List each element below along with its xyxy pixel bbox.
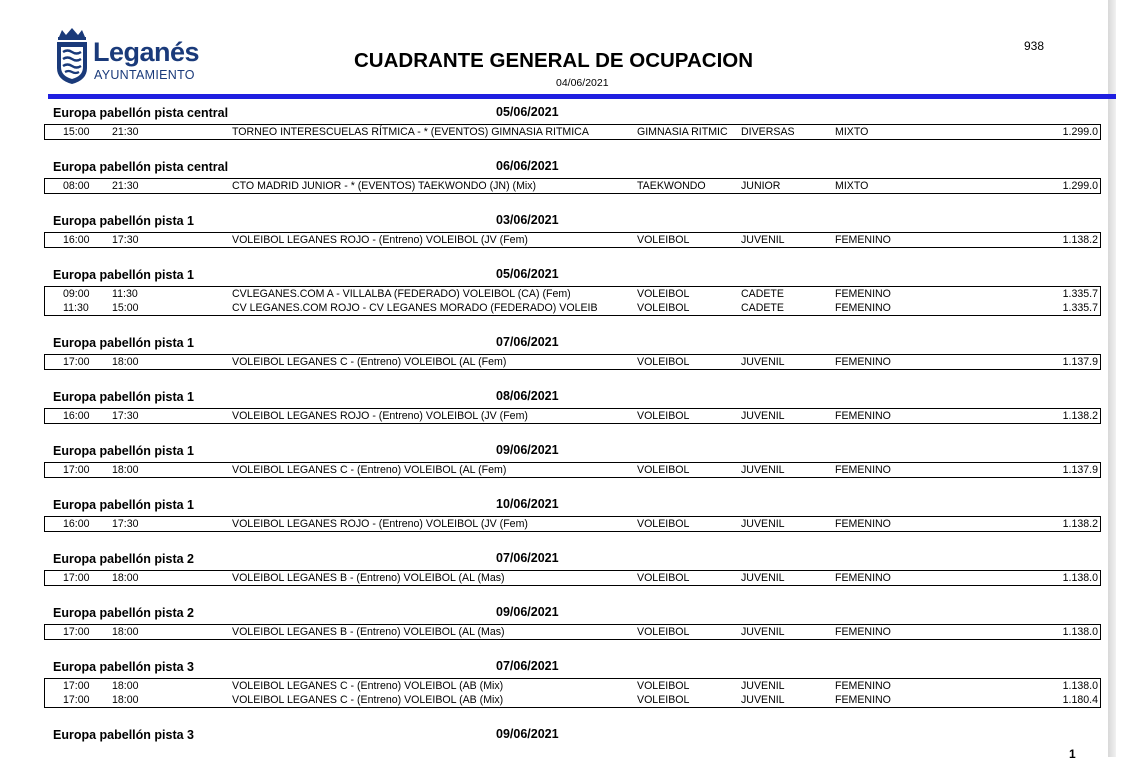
- end-time: 18:00: [112, 626, 139, 638]
- schedule-group: [0, 329, 1108, 383]
- venue-name: Europa pabellón pista 1: [53, 444, 194, 458]
- sport: VOLEIBOL: [637, 410, 690, 422]
- category: DIVERSAS: [741, 126, 795, 138]
- table-row: [45, 517, 1100, 531]
- group-date: 09/06/2021: [496, 605, 559, 619]
- table-row: [45, 409, 1100, 423]
- amount: 1.335.7: [1062, 302, 1098, 314]
- gender: FEMENINO: [835, 694, 891, 706]
- venue-name: Europa pabellón pista 2: [53, 606, 194, 620]
- start-time: 16:00: [63, 518, 90, 530]
- sport: VOLEIBOL: [637, 302, 690, 314]
- table-row: [45, 679, 1100, 693]
- table-row: [45, 233, 1100, 247]
- group-header: [0, 653, 1108, 678]
- viewer-gap: [1116, 0, 1122, 757]
- group-header: [0, 545, 1108, 570]
- sport: VOLEIBOL: [637, 288, 690, 300]
- sport: GIMNASIA RITMIC: [637, 126, 728, 138]
- category: JUVENIL: [741, 518, 785, 530]
- activity-description: VOLEIBOL LEGANES ROJO - (Entreno) VOLEIBOL (JV (Fem): [232, 410, 528, 422]
- table-row: [45, 463, 1100, 477]
- category: JUVENIL: [741, 356, 785, 368]
- venue-name: Europa pabellón pista central: [53, 106, 229, 120]
- gender: FEMENINO: [835, 302, 891, 314]
- category: JUNIOR: [741, 180, 781, 192]
- activity-description: VOLEIBOL LEGANES C - (Entreno) VOLEIBOL (AB (Mix): [232, 680, 504, 692]
- gender: MIXTO: [835, 126, 869, 138]
- activity-description: VOLEIBOL LEGANES B - (Entreno) VOLEIBOL (AL (Mas): [232, 572, 505, 584]
- start-time: 16:00: [63, 234, 90, 246]
- start-time: 17:00: [63, 626, 90, 638]
- group-header: [0, 721, 1108, 746]
- group-header: [0, 491, 1108, 516]
- activity-description: VOLEIBOL LEGANES B - (Entreno) VOLEIBOL (AL (Mas): [232, 626, 505, 638]
- schedule-group: [0, 721, 1108, 746]
- amount: 1.137.9: [1062, 464, 1098, 476]
- booking-table: [44, 516, 1101, 532]
- print-date: 04/06/2021: [556, 77, 609, 89]
- category: CADETE: [741, 288, 784, 300]
- end-time: 21:30: [112, 180, 139, 192]
- table-row: [45, 355, 1100, 369]
- group-date: 03/06/2021: [496, 213, 559, 227]
- page-number: 938: [1024, 39, 1045, 53]
- gender: FEMENINO: [835, 356, 891, 368]
- schedule-group: [0, 545, 1108, 599]
- sport: VOLEIBOL: [637, 680, 690, 692]
- gender: FEMENINO: [835, 234, 891, 246]
- end-time: 17:30: [112, 234, 139, 246]
- gender: MIXTO: [835, 180, 869, 192]
- group-date: 09/06/2021: [496, 443, 559, 457]
- table-row: [45, 625, 1100, 639]
- activity-description: VOLEIBOL LEGANES C - (Entreno) VOLEIBOL (AL (Fem): [232, 464, 507, 476]
- schedule-group: [0, 153, 1108, 207]
- activity-description: VOLEIBOL LEGANES ROJO - (Entreno) VOLEIBOL (JV (Fem): [232, 234, 528, 246]
- sport: VOLEIBOL: [637, 234, 690, 246]
- amount: 1.138.0: [1062, 626, 1098, 638]
- end-time: 18:00: [112, 694, 139, 706]
- end-time: 18:00: [112, 572, 139, 584]
- booking-table: [44, 462, 1101, 478]
- group-date: 06/06/2021: [496, 159, 559, 173]
- sport: VOLEIBOL: [637, 626, 690, 638]
- table-row: [45, 125, 1100, 139]
- gender: FEMENINO: [835, 464, 891, 476]
- amount: 1.138.2: [1062, 518, 1098, 530]
- gender: FEMENINO: [835, 572, 891, 584]
- amount: 1.299.0: [1062, 126, 1098, 138]
- category: JUVENIL: [741, 680, 785, 692]
- group-header: [0, 437, 1108, 462]
- venue-name: Europa pabellón pista 2: [53, 552, 194, 566]
- group-date: 07/06/2021: [496, 659, 559, 673]
- group-header: [0, 207, 1108, 232]
- schedule-group: [0, 383, 1108, 437]
- booking-table: [44, 408, 1101, 424]
- schedule-group: [0, 437, 1108, 491]
- group-date: 07/06/2021: [496, 335, 559, 349]
- group-header: [0, 383, 1108, 408]
- start-time: 11:30: [63, 302, 89, 314]
- category: JUVENIL: [741, 694, 785, 706]
- sport: TAEKWONDO: [637, 180, 706, 192]
- booking-table: [44, 624, 1101, 640]
- end-time: 17:30: [112, 518, 139, 530]
- activity-description: VOLEIBOL LEGANES ROJO - (Entreno) VOLEIBOL (JV (Fem): [232, 518, 528, 530]
- end-time: 15:00: [112, 302, 139, 314]
- logo-name: Leganés: [93, 37, 200, 67]
- end-time: 11:30: [112, 288, 138, 300]
- amount: 1.138.2: [1062, 410, 1098, 422]
- venue-name: Europa pabellón pista 1: [53, 214, 194, 228]
- schedule-group: [0, 207, 1108, 261]
- sport: VOLEIBOL: [637, 356, 690, 368]
- amount: 1.138.0: [1062, 572, 1098, 584]
- amount: 1.180.4: [1062, 694, 1098, 706]
- gender: FEMENINO: [835, 680, 891, 692]
- booking-table: [44, 286, 1101, 316]
- amount: 1.299.0: [1062, 180, 1098, 192]
- gender: FEMENINO: [835, 288, 891, 300]
- category: JUVENIL: [741, 464, 785, 476]
- category: JUVENIL: [741, 410, 785, 422]
- start-time: 09:00: [63, 288, 90, 300]
- category: JUVENIL: [741, 572, 785, 584]
- sport: VOLEIBOL: [637, 518, 690, 530]
- group-date: 08/06/2021: [496, 389, 559, 403]
- venue-name: Europa pabellón pista 1: [53, 390, 194, 404]
- venue-name: Europa pabellón pista 3: [53, 660, 194, 674]
- booking-table: [44, 124, 1101, 140]
- group-header: [0, 329, 1108, 354]
- sport: VOLEIBOL: [637, 694, 690, 706]
- booking-table: [44, 678, 1101, 708]
- occupancy-list: [0, 99, 1108, 746]
- group-date: 05/06/2021: [496, 267, 559, 281]
- group-header: [0, 99, 1108, 124]
- end-time: 18:00: [112, 680, 139, 692]
- category: JUVENIL: [741, 626, 785, 638]
- page-title: CUADRANTE GENERAL DE OCUPACION: [354, 49, 754, 72]
- gender: FEMENINO: [835, 410, 891, 422]
- table-row: [45, 301, 1100, 315]
- activity-description: CV LEGANES.COM ROJO - CV LEGANES MORADO (FEDERADO) VOLEIB: [232, 302, 598, 314]
- activity-description: CVLEGANES.COM A - VILLALBA (FEDERADO) VOLEIBOL (CA) (Fem): [232, 288, 571, 300]
- group-header: [0, 261, 1108, 286]
- schedule-group: [0, 653, 1108, 721]
- amount: 1.138.2: [1062, 234, 1098, 246]
- group-date: 05/06/2021: [496, 105, 559, 119]
- table-row: [45, 571, 1100, 585]
- category: CADETE: [741, 302, 784, 314]
- amount: 1.137.9: [1062, 356, 1098, 368]
- activity-description: VOLEIBOL LEGANES C - (Entreno) VOLEIBOL (AL (Fem): [232, 356, 507, 368]
- venue-name: Europa pabellón pista 3: [53, 728, 194, 742]
- activity-description: VOLEIBOL LEGANES C - (Entreno) VOLEIBOL (AB (Mix): [232, 694, 504, 706]
- group-date: 10/06/2021: [496, 497, 559, 511]
- end-time: 18:00: [112, 356, 139, 368]
- start-time: 17:00: [63, 464, 90, 476]
- sport: VOLEIBOL: [637, 464, 690, 476]
- activity-description: CTO MADRID JUNIOR - * (EVENTOS) TAEKWONDO (JN) (Mix): [232, 180, 537, 192]
- booking-table: [44, 570, 1101, 586]
- start-time: 16:00: [63, 410, 90, 422]
- gender: FEMENINO: [835, 626, 891, 638]
- table-row: [45, 287, 1100, 301]
- logo-subtitle: AYUNTAMIENTO: [94, 68, 195, 82]
- venue-name: Europa pabellón pista central: [53, 160, 229, 174]
- table-row: [45, 693, 1100, 707]
- start-time: 15:00: [63, 126, 90, 138]
- start-time: 17:00: [63, 356, 90, 368]
- group-date: 09/06/2021: [496, 727, 559, 741]
- gender: FEMENINO: [835, 518, 891, 530]
- category: JUVENIL: [741, 234, 785, 246]
- booking-table: [44, 178, 1101, 194]
- end-time: 17:30: [112, 410, 139, 422]
- booking-table: [44, 354, 1101, 370]
- booking-table: [44, 232, 1101, 248]
- start-time: 17:00: [63, 572, 90, 584]
- end-time: 21:30: [112, 126, 139, 138]
- start-time: 17:00: [63, 680, 90, 692]
- activity-description: TORNEO INTERESCUELAS RÍTMICA - * (EVENTOS) GIMNASIA RITMICA: [232, 126, 589, 138]
- amount: 1.335.7: [1062, 288, 1098, 300]
- venue-name: Europa pabellón pista 1: [53, 498, 194, 512]
- schedule-group: [0, 261, 1108, 329]
- venue-name: Europa pabellón pista 1: [53, 268, 194, 282]
- sport: VOLEIBOL: [637, 572, 690, 584]
- start-time: 17:00: [63, 694, 90, 706]
- schedule-group: [0, 599, 1108, 653]
- amount: 1.138.0: [1062, 680, 1098, 692]
- group-date: 07/06/2021: [496, 551, 559, 565]
- end-time: 18:00: [112, 464, 139, 476]
- group-header: [0, 153, 1108, 178]
- schedule-group: [0, 491, 1108, 545]
- viewer-edge: [1108, 0, 1116, 757]
- table-row: [45, 179, 1100, 193]
- group-header: [0, 599, 1108, 624]
- start-time: 08:00: [63, 180, 90, 192]
- venue-name: Europa pabellón pista 1: [53, 336, 194, 350]
- schedule-group: [0, 99, 1108, 153]
- page-marker: 1: [1069, 747, 1076, 761]
